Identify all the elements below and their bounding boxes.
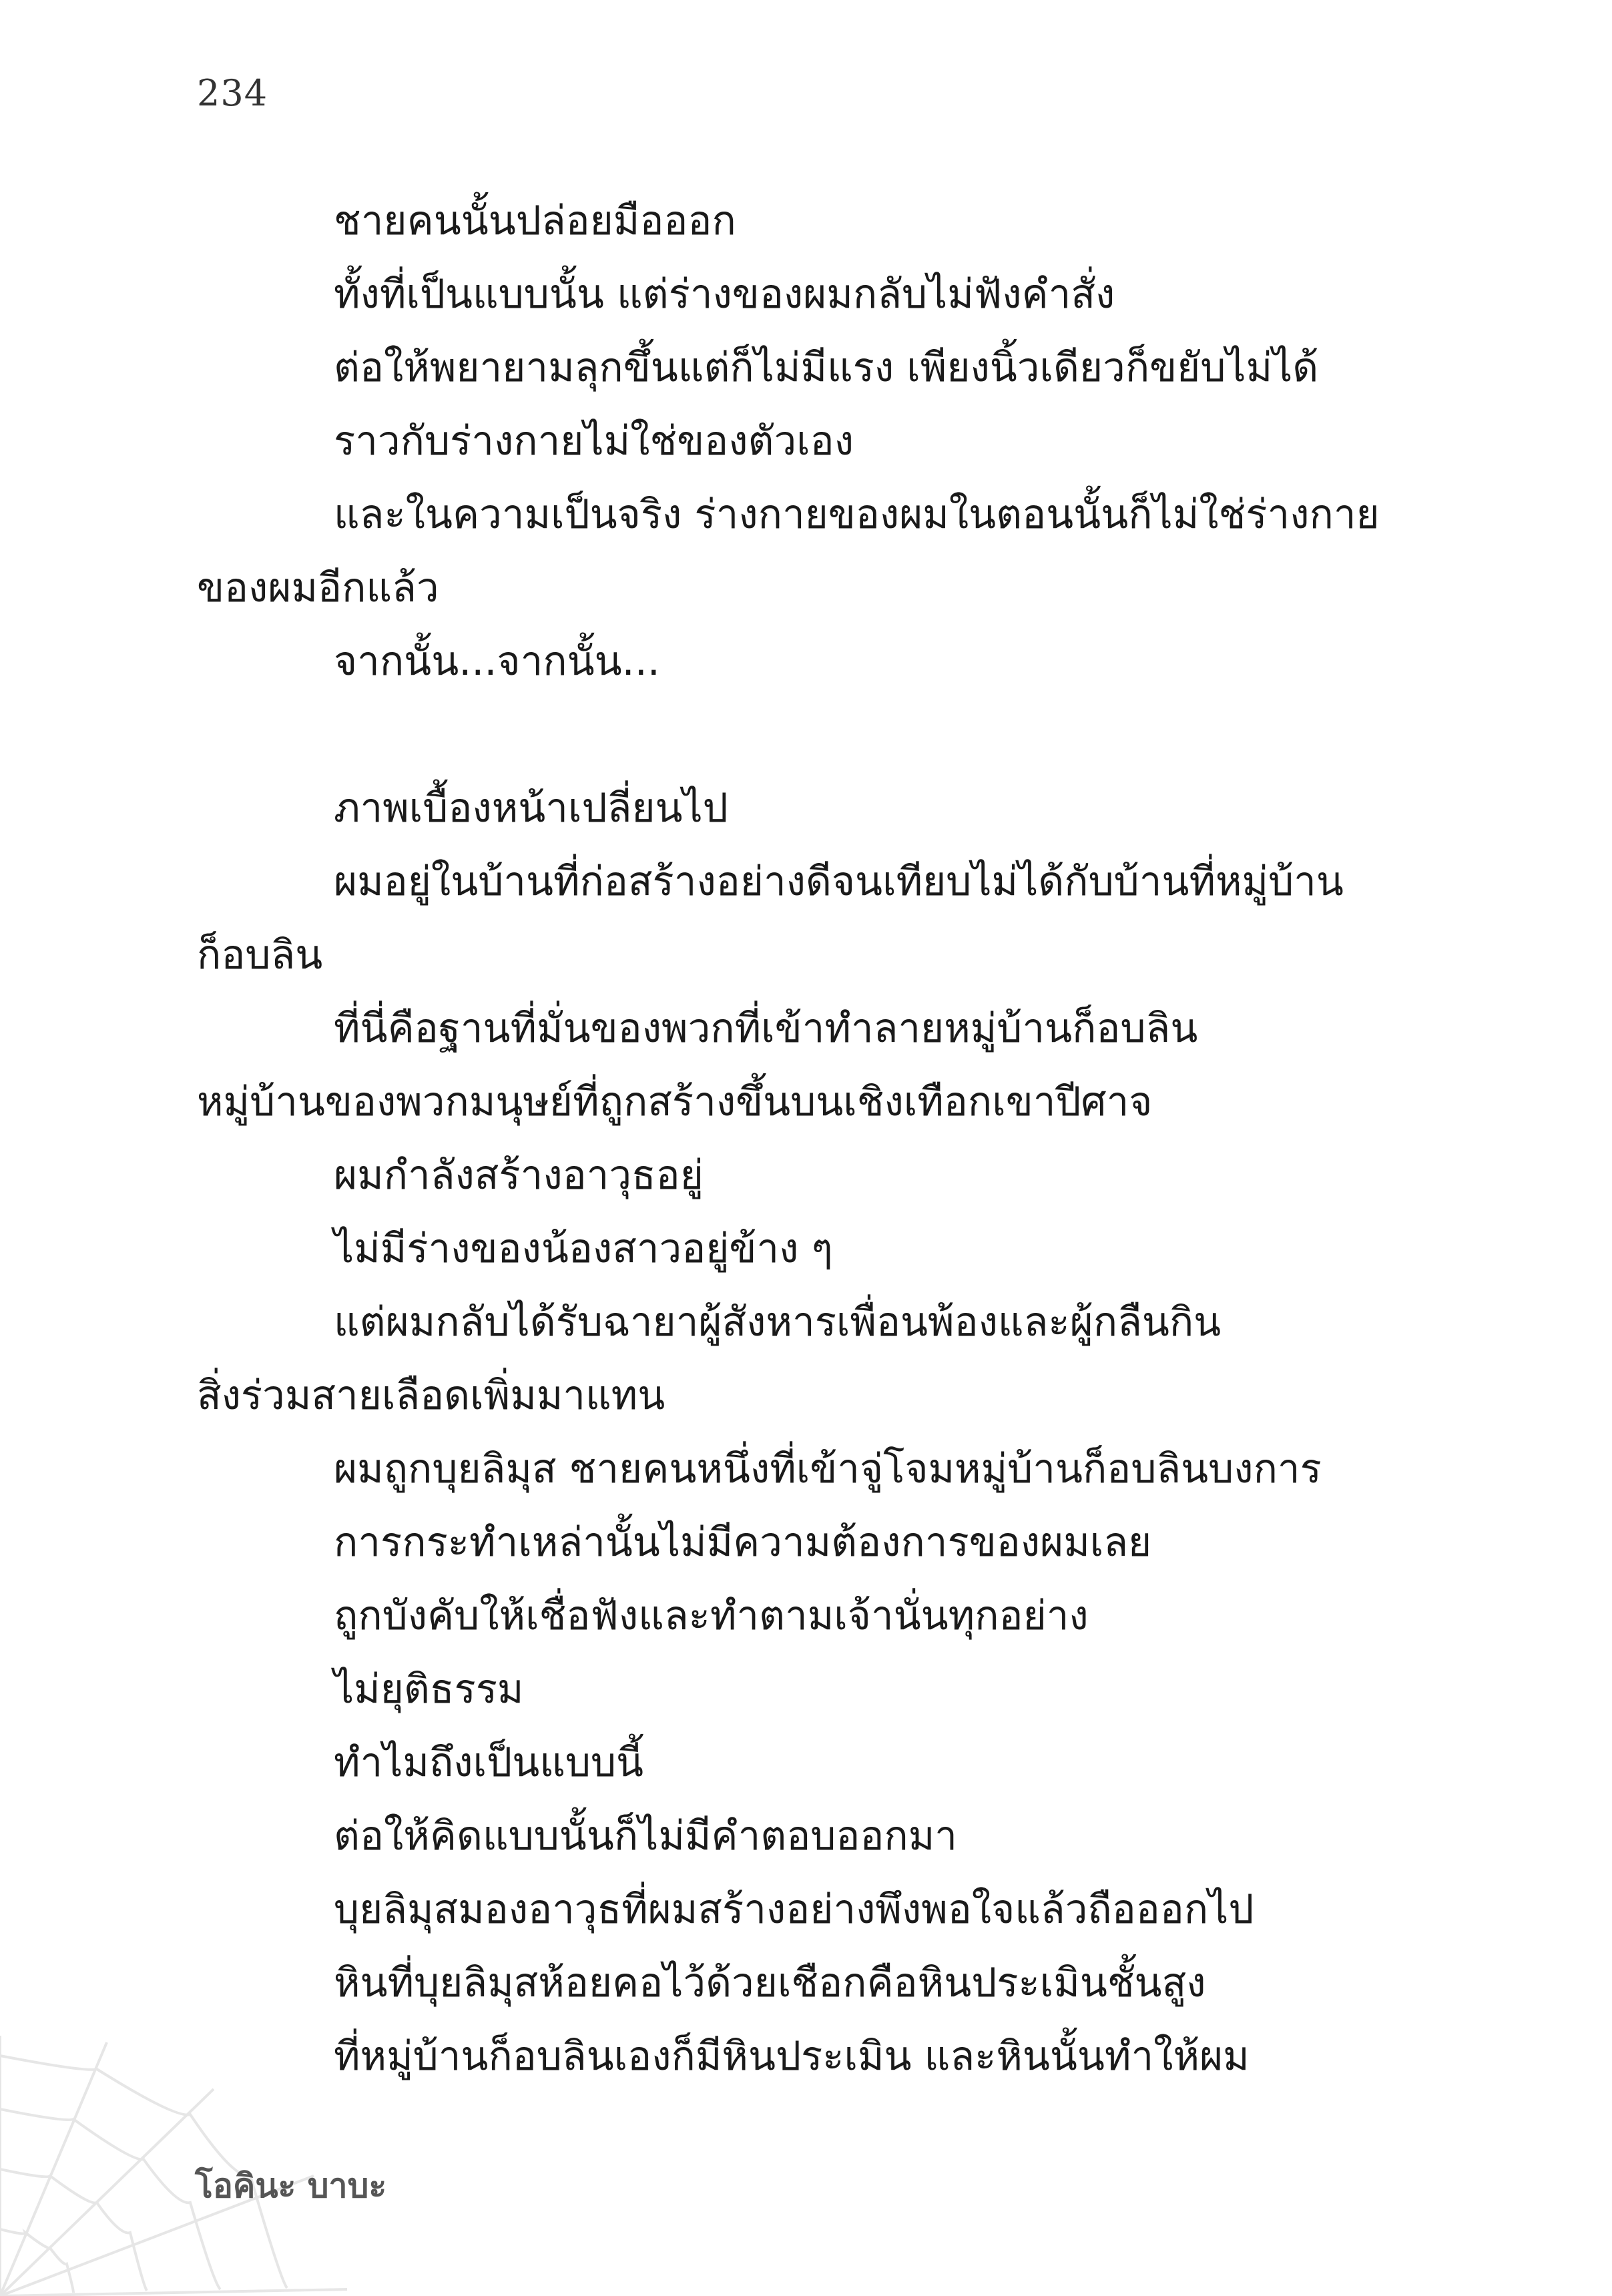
paragraph-line: ต่อให้พยายามลุกขึ้นแต่ก็ไม่มีแรง เพียงนิ้วเดียวก็ขยับไม่ได้ [334,344,1319,391]
paragraph-line: ที่นี่คือฐานที่มั่นของพวกที่เข้าทำลายหมู่บ้านก็อบลิน [334,1005,1198,1052]
paragraph-line: และในความเป็นจริง ร่างกายของผมในตอนนั้นก็ไม่ใช่ร่างกาย [334,491,1380,538]
paragraph-line: ที่หมู่บ้านก็อบลินเองก็มีหินประเมิน และหินนั้นทำให้ผม [334,2033,1250,2080]
paragraph-line: ผมกำลังสร้างอาวุธอยู่ [334,1152,704,1199]
paragraph-line: จากนั้น...จากนั้น... [334,638,660,685]
paragraph-line: บุยลิมุสมองอาวุธที่ผมสร้างอย่างพึงพอใจแล้วถือออกไป [334,1886,1254,1933]
paragraph-line: ไม่มีร่างของน้องสาวอยู่ข้าง ๆ [334,1225,833,1272]
section-break [197,698,1415,772]
page-number: 234 [197,72,268,114]
paragraph-line: แต่ผมกลับได้รับฉายาผู้สังหารเพื่อนพ้องและผู้กลืนกิน [334,1299,1222,1346]
author-name: โอคินะ บาบะ [195,2167,387,2205]
paragraph-line: หมู่บ้านของพวกมนุษย์ที่ถูกสร้างขึ้นบนเชิงเทือกเขาปีศาจ [197,1079,1153,1125]
paragraph-line: หินที่บุยลิมุสห้อยคอไว้ด้วยเชือกคือหินประเมินชั้นสูง [334,1960,1206,2006]
paragraph-line: ราวกับร่างกายไม่ใช่ของตัวเอง [334,418,854,465]
paragraph-line: การกระทำเหล่านั้นไม่มีความต้องการของผมเลย [334,1519,1152,1566]
paragraph-line: สิ่งร่วมสายเลือดเพิ่มมาแทน [197,1372,665,1419]
paragraph-line: ต่อให้คิดแบบนั้นก็ไม่มีคำตอบออกมา [334,1813,957,1859]
paragraph-line: ชายคนนั้นปล่อยมือออก [334,198,736,244]
body-text [197,184,1415,2093]
paragraph-line: ไม่ยุติธรรม [334,1666,524,1713]
paragraph-line: ถูกบังคับให้เชื่อฟังและทำตามเจ้านั่นทุกอย่าง [334,1593,1089,1639]
paragraph-line: ทั้งที่เป็นแบบนั้น แต่ร่างของผมกลับไม่ฟังคำสั่ง [334,271,1115,318]
paragraph-line: ก็อบลิน [197,932,323,978]
paragraph-line: ผมถูกบุยลิมุส ชายคนหนึ่งที่เข้าจู่โจมหมู่บ้านก็อบลินบงการ [334,1446,1322,1492]
paragraph-line: ของผมอีกแล้ว [197,565,439,611]
paragraph-line: ภาพเบื้องหน้าเปลี่ยนไป [334,785,728,832]
paragraph-line: ผมอยู่ในบ้านที่ก่อสร้างอย่างดีจนเทียบไม่ได้กับบ้านที่หมู่บ้าน [334,858,1344,905]
paragraph-line: ทำไมถึงเป็นแบบนี้ [334,1739,644,1786]
